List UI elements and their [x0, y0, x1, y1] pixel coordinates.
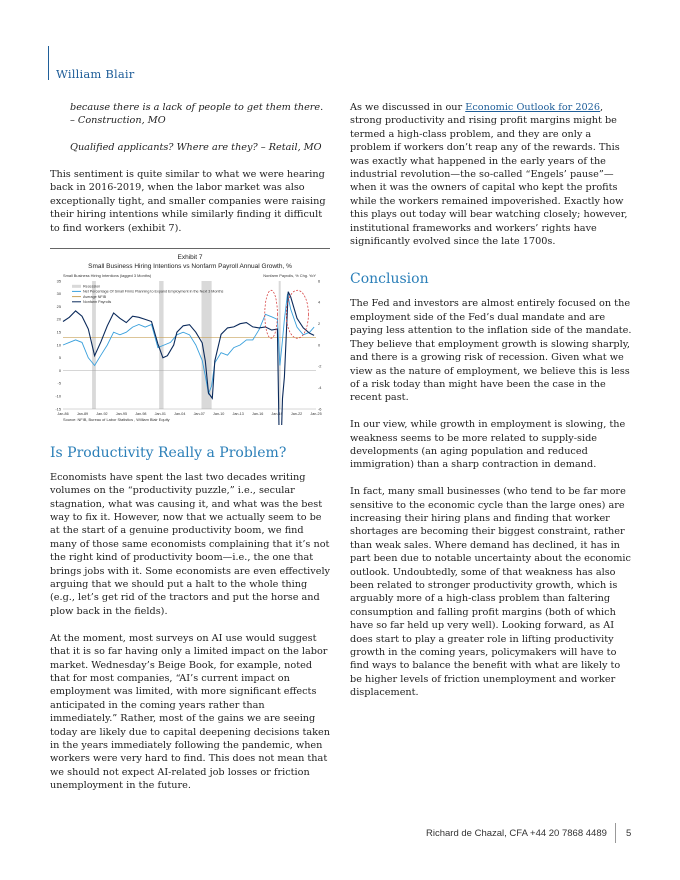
nfib-hiring-series	[63, 294, 314, 394]
left-tick-label: 20	[56, 317, 61, 323]
x-tick-label: Jan-07	[193, 412, 205, 417]
x-tick-label: Jan-16	[251, 412, 264, 417]
page-number: 5	[626, 828, 632, 839]
left-tick-label: 10	[56, 342, 61, 348]
x-tick-label: Jan-92	[96, 412, 108, 417]
right-tick-label: 0	[318, 342, 321, 348]
paragraph-economic-outlook	[350, 101, 632, 248]
outlook-text-post: , strong productivity and rising profit margins might be termed a high-class problem, and they are only a problem if workers don’t reap any of the rewards. This was exactly what happened in the early years of the industrial revolution—the so-called “Engels’ pause”—when it was the owners of capital who kept the profits while the workers remained impoverished. Exactly how this plays out today will bear watching closely; however, institutional frameworks and workers’ rights have significantly evolved since the late 1700s.	[350, 102, 628, 248]
quote-attribution: – Construction, MO	[70, 115, 166, 127]
x-tick-label: Jan-95	[115, 412, 128, 417]
left-tick-label: 15	[56, 329, 61, 335]
quote-text: because there is a lack of people to get them there.	[70, 102, 324, 113]
economic-outlook-link[interactable]: Economic Outlook for 2026	[465, 102, 601, 113]
x-tick-label: Jan-13	[232, 412, 244, 417]
chart-right-axis-title: Nonfarm Payrolls, % Chg. YoY	[263, 273, 316, 279]
quote-retail: Qualified applicants? Where are they? – Retail, MO	[70, 142, 322, 154]
left-tick-label: 35	[56, 278, 61, 284]
right-tick-label: 6	[318, 278, 321, 284]
chart-exhibit-label: Exhibit 7	[177, 254, 203, 262]
x-tick-label: Jan-98	[135, 412, 147, 417]
chart-title: Small Business Hiring Intentions vs Nonfarm Payroll Annual Growth, %	[88, 263, 292, 271]
left-tick-label: -5	[57, 381, 61, 387]
x-tick-label: Jan-10	[213, 412, 225, 417]
left-tick-label: 5	[58, 355, 61, 361]
x-tick-label: Jan-89	[76, 412, 89, 417]
right-tick-label: -6	[318, 406, 322, 412]
paragraph-small-businesses: In fact, many small businesses (who tend to be far more sensitive to the economic cycle than the large ones) are increasing their hiring plans and finding that worker shortages are becoming their biggest constraint, rather than weak sales. Where demand has declined, it has in part been due to notable uncertainty about the economic outlook. Undoubtedly, some of that weakness has also been related to stronger productivity growth, which is arguably more of a high-class problem than faltering consumption and falling profit margins (both of which have so far held up very well). Looking forward, as AI does start to play a greater role in lifting productivity growth in the coming years, policymakers will have to find ways to balance the benefit with what are likely to be higher levels of friction unemployment and worker displacement.	[350, 486, 631, 699]
right-tick-label: 4	[318, 300, 321, 306]
paragraph-sentiment: This sentiment is quite similar to what we were hearing back in 2016-2019, when the labor market was also exceptionally tight, and smaller companies were raising their hiring intentions while similarly finding it difficult to find workers (exhibit 7).	[50, 169, 326, 234]
chart-legend	[72, 285, 224, 305]
header-rule	[48, 46, 49, 80]
right-tick-label: -2	[318, 364, 322, 370]
x-tick-label: Jan-04	[174, 412, 186, 417]
x-tick-label: Jan-86	[57, 412, 69, 417]
recession-band	[159, 281, 163, 409]
footer-author: Richard de Chazal, CFA +44 20 7868 4489	[426, 828, 607, 839]
right-tick-label: 2	[318, 321, 321, 327]
paragraph-fed: The Fed and investors are almost entirely focused on the employment side of the Fed’s dual mandate and are paying less attention to the inflation side of the mandate. They believe that employment growth is slowing sharply, and there is a growing risk of recession. Given what we view as the nature of employment, we believe this is less of a risk today than might have been the case in the recent past.	[350, 298, 632, 404]
legend-swatch	[72, 285, 81, 288]
chart-source: Source: NFIB, Bureau of Labor Statistics , William Blair Equity	[63, 417, 170, 423]
legend-label: Recession	[83, 284, 101, 289]
exhibit-7	[50, 248, 330, 429]
exhibit-7-chart	[50, 249, 330, 425]
left-tick-label: 0	[58, 368, 61, 374]
left-tick-label: -10	[55, 393, 61, 399]
right-tick-label: -4	[318, 385, 322, 391]
chart-left-axis-title: Small Business Hiring Intentions (lagged 3 Months)	[63, 273, 152, 279]
left-tick-label: -15	[55, 406, 61, 412]
left-tick-label: 25	[56, 304, 61, 310]
legend-label: Net Percentage Of Small Firms Planning to Expand Employment in the Next 3 Months	[83, 290, 224, 295]
highlight-ellipse	[265, 291, 278, 339]
right-column	[350, 101, 632, 713]
paragraph-ai-use: At the moment, most surveys on AI use would suggest that it is so far having only a limited impact on the labor market. Wednesday’s Beige Book, for example, noted that for most companies, “AI’s current impact on employment was limited, with more significant effects anticipated in the coming years rather than immediately.” Rather, most of the gains we are seeing today are likely due to capital deepening decisions taken in the years immediately following the pandemic, when workers were very hard to find. This does not mean that we should not expect AI-related job losses or friction unemployment in the future.	[50, 632, 330, 792]
left-column	[50, 101, 330, 806]
x-tick-label: Jan-22	[290, 412, 303, 417]
x-tick-label: Jan-19	[271, 412, 283, 417]
chart-series	[63, 292, 316, 425]
brand-name: William Blair	[56, 67, 135, 81]
paragraph-supply-side: In our view, while growth in employment is slowing, the weakness seems to be more related to supply-side developments (an aging population and reduced immigration) than a sharp contraction in demand.	[350, 419, 626, 471]
legend-label: Nonfarm Payrolls	[83, 300, 112, 305]
paragraph-productivity-puzzle: Economists have spent the last two decades writing volumes on the “productivity puzzle,” i.e., secular stagnation, what was causing it, and what was the best way to fix it. However, now that we actually seem to be at the start of a genuine productivity boom, we find many of those same economists complaining that it’s not the right kind of productivity boom—i.e., the one that brings jobs with it. Some economists are even effectively arguing that we should put a halt to the whole thing (e.g., let’s get rid of the tractors and put the horse and plow back in the fields).	[50, 471, 331, 617]
recession-bands	[92, 281, 281, 409]
left-tick-label: 30	[56, 291, 61, 297]
highlight-ellipse	[286, 291, 308, 339]
legend-label: Average NFIB	[83, 295, 107, 300]
heading-productivity: Is Productivity Really a Problem?	[50, 444, 287, 461]
outlook-text-pre: As we discussed in our	[350, 102, 466, 113]
x-tick-label: Jan-01	[154, 412, 166, 417]
footer-divider	[615, 823, 616, 843]
x-tick-label: Jan-25	[310, 412, 322, 417]
quote-construction	[50, 101, 330, 128]
heading-conclusion: Conclusion	[350, 271, 429, 288]
nonfarm-payrolls-series	[63, 292, 314, 425]
